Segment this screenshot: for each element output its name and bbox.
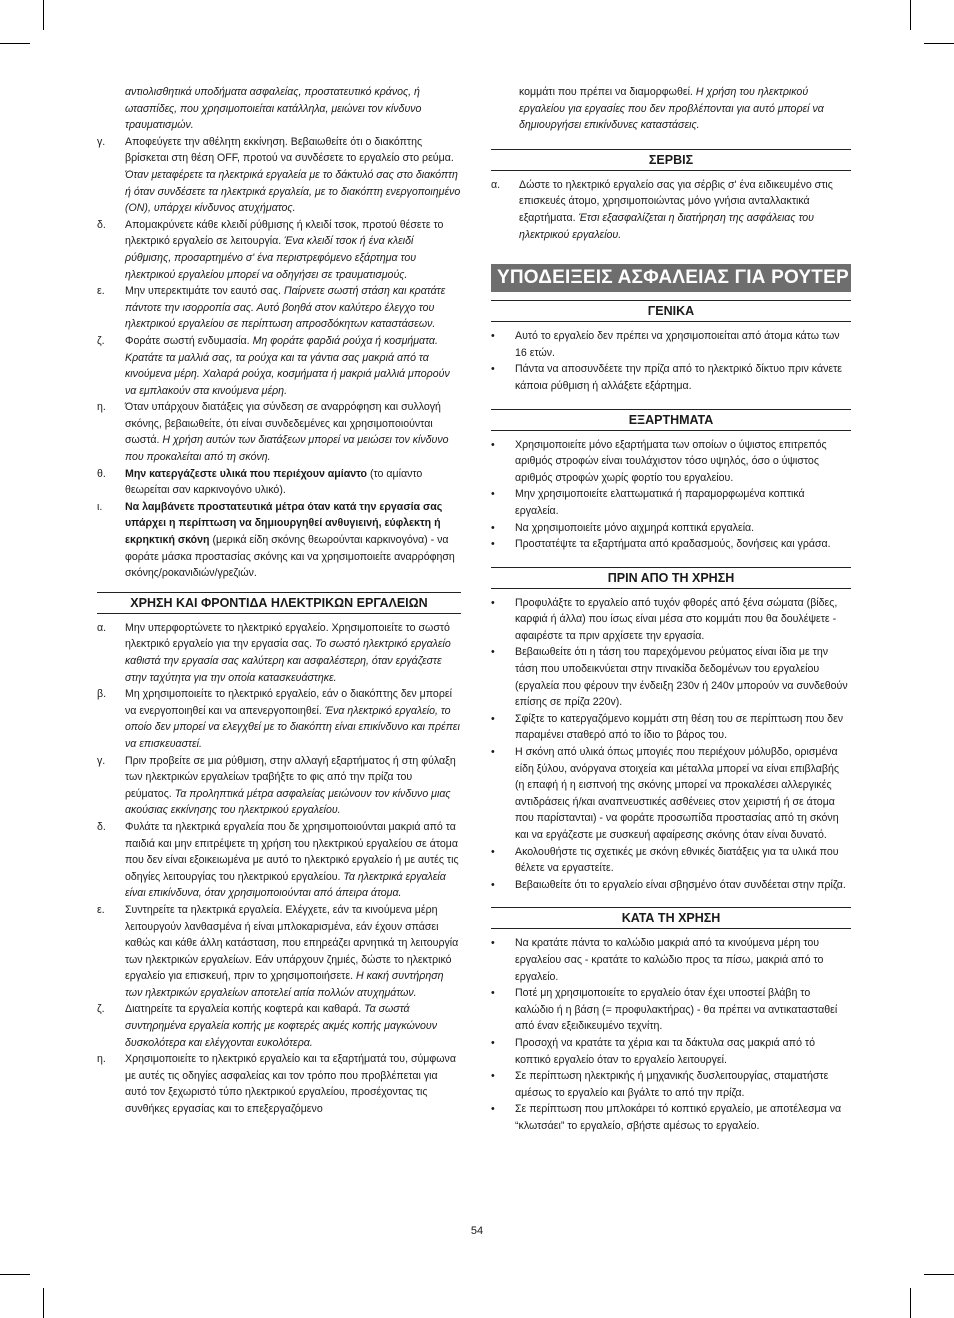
item-marker: α. [97,621,107,634]
during-use-item [491,1068,851,1101]
general-list [491,328,851,394]
crop-mark [0,43,30,44]
item-text: Η σκόνη από υλικά όπως μπογιές που περιέχουν μόλυβδο, ορισμένα είδη ξύλου, ανόργανα στοιχεία και μέταλλα μπορεί να είναι επιβλαβής (η επαφή ή η εισπνοή της σκόνης μπορεί να προκαλέσει αλλεργικές αντιδράσεις ή/και αναπνευστικές ασθένειες στον χειριστή ή σε άτομα που παρίστανται) - να φοράτε προσωπίδα προστασίας από τη σκόνη και να εργάζεστε με συσκευή αφαίρεσης σκόνης όταν είναι δυνατό. [515,746,839,841]
section-title-general: ΓΕΝΙΚΑ [491,300,851,322]
item-marker: θ. [97,467,106,480]
bullet-marker: • [491,438,495,451]
accessories-item [491,536,851,553]
safety-list-b [97,620,461,1118]
section-title-before-use: ΠΡΙΝ ΑΠΟ ΤΗ ΧΡΗΣΗ [491,567,851,589]
bullet-marker: • [491,488,495,501]
item-marker: α. [491,178,501,191]
item-italic-text: Όταν μεταφέρετε τα ηλεκτρικά εργαλεία με το δάκτυλό σας στο διακόπτη ή όταν συνδέσετε τα ηλεκτρικά εργαλεία, με το διακόπτη ενεργοποιημένο (ON), υπάρχει κίνδυνος ατυχήματος. [125,168,461,215]
crop-mark [43,0,44,30]
crop-mark [43,1288,44,1318]
accessories-item [491,437,851,487]
item-text: (το αμίαντο θεωρείται σαν καρκινογόνο υλικό). [125,467,423,497]
item-text: Απομακρύνετε κάθε κλειδί ρύθμισης ή κλειδί τσοκ, προτού θέσετε το ηλεκτρικό εργαλείο σε λειτουργία. [125,218,444,248]
crop-mark [924,1274,954,1275]
during-use-item [491,935,851,985]
item-text: Σε περίπτωση ηλεκτρικής ή μηχανικής δυσλειτουργίας, σταματήστε αμέσως το εργαλείο και βγάλτε το από την πρίζα. [515,1070,829,1099]
bullet-marker: • [491,1103,495,1116]
item-text: Χρησιμοποιείτε μόνο εξαρτήματα των οποίων ο ύψιστος επιτρεπός αριθμός στροφών είναι τουλάχιστον τόσο υψηλός, όσο ο ύψιστος αριθμός στροφών χωρίς φορτίο του εργαλείου. [515,438,827,484]
before-use-item [491,595,851,645]
use-care-item [97,819,461,902]
item-italic-text: Μη φοράτε φαρδιά ρούχα ή κοσμήματα. Κρατάτε τα μαλλιά σας, τα ρούχα και τα γάντια σας μακριά από τα κινούμενα μέρη. Χαλαρά ρούχα, κοσμήματα ή μακριά μαλλιά μπορούν να εμπλακούν στα κινούμενα μέρη. [125,334,450,397]
crop-mark [910,1288,911,1318]
item-text: Σφίξτε το κατεργαζόμενο κομμάτι στη θέση του σε περίπτωση που δεν παραμένει σταθερό από το ίδιο το βάρος του. [515,712,844,742]
bullet-marker: • [491,845,495,858]
item-text: Φυλάτε τα ηλεκτρικά εργαλεία που δε χρησιμοποιούνται μακριά από τα παιδιά και μην επιτρέψετε τη χρήση του ηλεκτρικού εργαλείου σε άτομα που δεν είναι εξοικειωμένα με αυτό το ηλεκτρικό εργαλείο ή με αυτές τις οδηγίες λειτουργίας του ηλεκτρικού εργαλείου. [125,820,459,883]
use-care-item [97,1001,461,1051]
bullet-marker: • [491,987,495,1000]
item-italic-text: Παίρνετε σωστή στάση και κρατάτε πάντοτε την ισορροπία σας. Αυτό βοηθά στον καλύτερο έλεγχο του ηλεκτρικού εργαλείου σε περίπτωση απροσδόκητων καταστάσεων. [125,285,446,331]
item-text: Όταν υπάρχουν διατάξεις για σύνδεση σε αναρρόφηση και συλλογή σκόνης, βεβαιωθείτε, ότι είναι συνδεδεμένες και χρησιμοποιούνται σωστά. [125,401,441,447]
item-text: Συντηρείτε τα ηλεκτρικά εργαλεία. Ελέγχετε, εάν τα κινούμενα μέρη λειτουργούν λανθασμένα ή είναι μπλοκαρισμένα, εάν έχουν σπάσει καθώς και κάθε άλλη κατάσταση, που επηρεάζει αρνητικά τη λειτουργία των ηλεκτρικών εργαλείων. Εάν υπάρχουν ζημιές, δώστε το ηλεκτρικό εργαλείο για επισκευή, πριν το χρησιμοποιήσετε. [125,903,459,983]
item-text: Να χρησιμοποιείτε μόνο αιχμηρά κοπτικά εργαλεία. [515,521,755,534]
use-care-item [97,686,461,752]
accessories-item [491,520,851,537]
bullet-marker: • [491,878,495,891]
item-text: Βεβαιωθείτε ότι η τάση του παρεχόμενου ρεύματος είναι ίδια με την τάση που υποδεικνύεται στην πινακίδα δεδομένων του εργαλείου (εργαλεία που φέρουν την ένδειξη 230v ή 240v μπορούν να συνδεθούν επίσης σε πρίζα 220v). [515,646,848,709]
bullet-marker: • [491,330,495,343]
item-marker: δ. [97,820,106,833]
item-text: Πριν προβείτε σε μια ρύθμιση, στην αλλαγή εξαρτήματος ή στη φύλαξη των ηλεκτρικών εργαλείων τραβήξτε το φις από την πρίζα του ρεύματος. [125,754,456,800]
item-text: (μερικά είδη σκόνης θεωρούνται καρκινογόνα) - να φοράτε μάσκα προστασίας σκόνης και να χρησιμοποιείτε αναρρόφηση σκόνης/ροκανιδιών/γρεζιών. [125,534,455,580]
item-italic-text: Ένα ηλεκτρικό εργαλείο, το οποίο δεν μπορεί να ελεγχθεί με το διακόπτη είναι επικίνδυνο και πρέπει να επισκευαστεί. [125,704,460,750]
use-care-item [97,1051,461,1117]
bullet-marker: • [491,712,495,725]
item-italic-text: Έτσι εξασφαλίζεται η διατήρηση της ασφάλειας του ηλεκτρικού εργαλείου. [519,211,814,241]
safety-item [97,134,461,217]
item-marker: ζ. [97,1003,105,1016]
safety-item [97,217,461,283]
item-marker: γ. [97,135,106,148]
item-marker: η. [97,401,106,414]
safety-item [97,399,461,465]
section-title-service: ΣΕΡΒΙΣ [491,149,851,171]
bullet-marker: • [491,1036,495,1049]
safety-item [97,333,461,399]
item-text: Διατηρείτε τα εργαλεία κοπής κοφτερά και καθαρά. [125,1003,365,1016]
section-title-accessories: ΕΞΑΡΤΗΜΑΤΑ [491,409,851,431]
before-use-item [491,644,851,710]
safety-list-a [97,134,461,582]
bullet-marker: • [491,1070,495,1083]
item-marker: ε. [97,903,105,916]
accessories-list [491,437,851,553]
item-marker: δ. [97,218,106,231]
bullet-marker: • [491,596,495,609]
item-italic-text: Τα προληπτικά μέτρα ασφαλείας μειώνουν τον κίνδυνο μιας ακούσιας εκκίνησης του ηλεκτρικού εργαλείου. [125,787,451,817]
item-italic-text: Τα σωστά συντηρημένα εργαλεία κοπής με κοφτερές ακμές κοπής μαγκώνουν δυσκολότερα και ελέγχονται ευκολότερα. [125,1003,438,1049]
item-text: Ποτέ μη χρησιμοποιείτε το εργαλείο όταν έχει υποστεί βλάβη το καλώδιο ή η βάση (= προφυλακτήρας) - θα πρέπει να αντικατασταθεί από έναν εξειδικευμένο τεχνίτη. [515,987,838,1033]
crop-mark [924,43,954,44]
bullet-marker: • [491,937,495,950]
before-use-item [491,744,851,844]
bullet-marker: • [491,363,495,376]
during-use-list [491,935,851,1134]
item-italic-text: Η κακή συντήρηση των ηλεκτρικών εργαλείων αποτελεί αιτία πολλών ατυχημάτων. [125,970,444,999]
item-marker: η. [97,1053,106,1066]
service-list [491,177,851,243]
item-marker: ζ. [97,334,105,347]
item-italic-text: Τα ηλεκτρικά εργαλεία είναι επικίνδυνα, όταν χρησιμοποιούνται από άπειρα άτομα. [125,870,446,900]
service-item [491,177,851,243]
section-title-during-use: ΚΑΤΑ ΤΗ ΧΡΗΣΗ [491,907,851,929]
item-bold-text: Να λαμβάνετε προστατευτικά μέτρα όταν κατά την εργασία σας υπάρχει η περίπτωση να δημιουργηθεί ανθυγιεινή, εύφλεκτη ή εκρηκτική σκόνη [125,500,443,547]
before-use-item [491,711,851,744]
intro-paragraph: αντιολισθητικά υποδήματα ασφαλείας, προστατευτικό κράνος, ή ωτασπίδες, που χρησιμοποιείται κατάλληλα, μειώνει τον κίνδυνο τραυματισμών. [125,86,422,132]
item-text: Πάντα να αποσυνδέετε την πρίζα από το ηλεκτρικό δίκτυο πριν κάνετε κάποια ρύθμιση ή αλλάξετε εξάρτημα. [515,363,842,392]
item-text: Προσοχή να κρατάτε τα χέρια και τα δάκτυλα σας μακριά από τό κοπτικό εργαλείο όταν το εργαλείο λειτουργεί. [515,1036,815,1066]
before-use-list [491,595,851,894]
item-text: Δώστε το ηλεκτρικό εργαλείο σας για σέρβις σ' ένα ειδικευμένο στις επισκευές άτομο, χρησιμοποιώντας μόνο γνήσια ανταλλακτικά εξαρτήματα. [519,178,833,224]
safety-item [97,283,461,333]
continuation-paragraph: κομμάτι που πρέπει να διαμορφωθεί. Η χρήση του ηλεκτρικού εργαλείου για εργασίες που δεν προβλέπονται για αυτό μπορεί να δημιουργήσει επικίνδυνες καταστάσεις. [519,86,824,132]
item-text: Αποφεύγετε την αθέλητη εκκίνηση. Βεβαιωθείτε ότι ο διακόπτης βρίσκεται στη θέση OFF, προτού να συνδέσετε το εργαλείο στο ρεύμα. [125,135,454,165]
bullet-marker: • [491,746,495,759]
page-number: 54 [470,1225,484,1237]
during-use-item [491,1035,851,1068]
item-text: Αυτό το εργαλείο δεν πρέπει να χρησιμοποιείται από άτομα κάτω των 16 ετών. [515,330,840,359]
item-marker: γ. [97,754,106,767]
item-text: Μη χρησιμοποιείτε το ηλεκτρικό εργαλείο, εάν ο διακόπτης δεν μπορεί να ενεργοποιηθεί και να απενεργοποιηθεί. [125,688,452,717]
right-column [491,84,851,1135]
item-bold-text: Μην κατεργάζεστε υλικά που περιέχουν αμίαντο [125,467,368,480]
use-care-item [97,902,461,1002]
item-text: Μην χρησιμοποιείτε ελαττωματικά ή παραμορφωμένα κοπτικά εργαλεία. [515,488,805,517]
safety-item [97,466,461,499]
general-item [491,361,851,394]
item-text: Βεβαιωθείτε ότι το εργαλείο είναι σβησμένο όταν συνδέεται στην πρίζα. [515,878,846,891]
item-text: Φοράτε σωστή ενδυμασία. [125,334,253,347]
item-text: Μην υπερφορτώνετε το ηλεκτρικό εργαλείο. Χρησιμοποιείτε το σωστό ηλεκτρικό εργαλείο για την εργασία σας. [125,621,450,651]
item-italic-text: Το σωστό ηλεκτρικό εργαλείο καθιστά την εργασία σας καλύτερη και ασφαλέστερη, όταν εργάζεστε στην ταχύτητα για την οποία κατασκευάστηκε. [125,638,451,684]
item-text: Χρησιμοποιείτε το ηλεκτρικό εργαλείο και τα εξαρτήματά του, σύμφωνα με αυτές τις οδηγίες ασφαλείας και τον τρόπο που προβλέπεται για αυτό τον ξεχωριστό τύπο ηλεκτρικού εργαλείου, προσέχοντας τις συνθήκες εργασίας και το επεξεργαζόμενο [125,1053,456,1116]
safety-item [97,499,461,582]
bullet-marker: • [491,521,495,534]
left-column [97,84,461,1118]
use-care-item [97,620,461,686]
before-use-item [491,844,851,877]
bullet-marker: • [491,646,495,659]
item-text: Προστατέψτε τα εξαρτήματα από κραδασμούς, δονήσεις και γράσα. [515,538,831,551]
item-text: Ακολουθήστε τις σχετικές με σκόνη εθνικές διατάξεις για τα υλικά που θέλετε να εργαστείτε. [515,845,839,875]
during-use-item [491,1101,851,1134]
item-italic-text: Η χρήση αυτών των διατάξεων μπορεί να μειώσει τον κίνδυνο που προκαλείται από τη σκόνη. [125,434,449,464]
during-use-item [491,985,851,1035]
item-text: Προφυλάξτε το εργαλείο από τυχόν φθορές από ξένα σώματα (βίδες, καρφιά ή άλλα) που ίσως είναι μέσα στο κομμάτι που θα δουλέψετε - αφαιρέστε τα πριν αρχίσετε την εργασία. [515,596,838,642]
item-text: Σε περίπτωση που μπλοκάρει τό κοπτικό εργαλείο, με αποτέλεσμα να “κλωτσάει” το εργαλείο, σβήστε αμέσως το εργαλείο. [515,1103,842,1132]
item-text: Μην υπερεκτιμάτε τον εαυτό σας. [125,285,284,298]
item-italic-text: Ένα κλειδί τσοκ ή ένα κλειδί ρύθμισης, προσαρτημένο σ' ένα περιστρεφόμενο εξάρτημα του ηλεκτρικού εργαλείου μπορεί να οδηγήσει σε τραυματισμούς. [125,235,417,281]
crop-mark [910,0,911,30]
section-title-use-care: ΧΡΗΣΗ ΚΑΙ ΦΡΟΝΤΙΔΑ ΗΛΕΚΤΡΙΚΩΝ ΕΡΓΑΛΕΙΩΝ [97,592,461,614]
router-safety-banner: ΥΠΟΔΕΙΞΕΙΣ ΑΣΦΑΛΕΙΑΣ ΓΙΑ ΡΟΥΤΕΡ [491,264,851,292]
item-marker: ε. [97,285,105,298]
crop-mark [0,1274,30,1275]
item-marker: β. [97,688,107,701]
use-care-item [97,753,461,819]
item-marker: ι. [97,500,103,513]
general-item [491,328,851,361]
bullet-marker: • [491,538,495,551]
item-text: Να κρατάτε πάντα το καλώδιο μακριά από τα κινούμενα μέρη του εργαλείου σας - κρατάτε το καλώδιο προς τα πίσω, μακριά από το εργαλείο. [515,937,824,983]
before-use-item [491,877,851,894]
accessories-item [491,486,851,519]
